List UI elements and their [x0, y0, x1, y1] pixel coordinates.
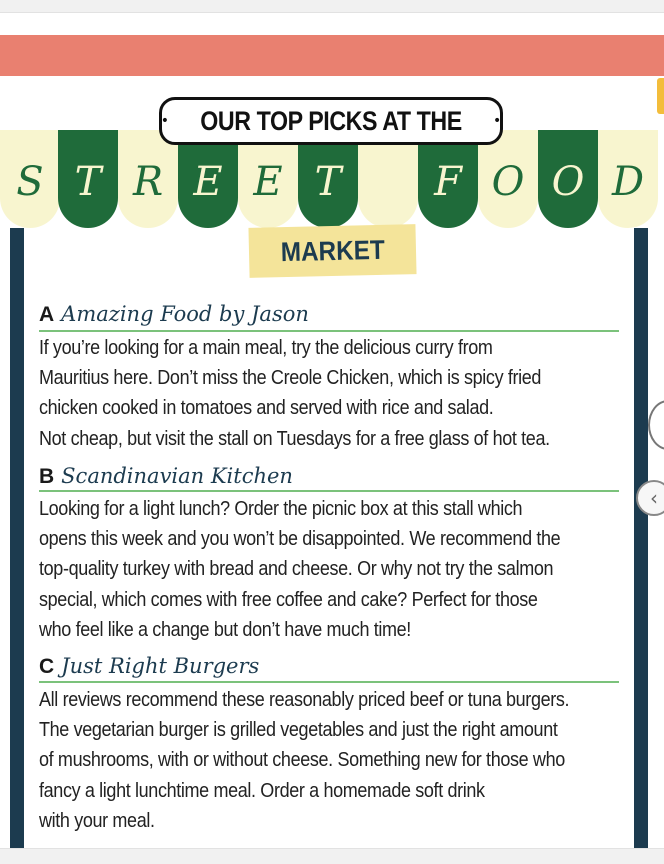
text-line: opens this week and you won’t be disappointed. We recommend the: [39, 528, 561, 551]
awning-scallop: [598, 130, 658, 228]
section-letter: A: [39, 303, 55, 326]
top-toolbar: [0, 0, 664, 13]
page-turn-handle[interactable]: [648, 400, 664, 450]
text-line: who feel like a change but don’t have much time!: [39, 618, 411, 641]
section-divider: [39, 490, 619, 492]
section-divider: [39, 330, 619, 332]
section-c-heading: [39, 654, 259, 679]
awning-letter: R: [132, 159, 164, 205]
market-label: [248, 224, 416, 278]
awning-letter: T: [74, 159, 102, 205]
awning-letter: E: [193, 159, 223, 205]
section-divider: [39, 681, 619, 683]
text-line: of mushrooms, with or without cheese. Something new for those who: [39, 749, 565, 772]
chevron-left-icon: ‹: [650, 486, 658, 510]
text-line: The vegetarian burger is grilled vegetables and just the right amount: [39, 719, 558, 742]
text-line: If you’re looking for a main meal, try the delicious curry from: [39, 337, 493, 359]
awning-letter: S: [16, 159, 44, 205]
section-name: Scandinavian Kitchen: [61, 464, 293, 488]
awning-scallop: [0, 130, 60, 228]
section-b-text: [39, 494, 629, 645]
section-b-heading: [39, 464, 293, 489]
bullet-icon: •: [160, 113, 169, 129]
board-post-right: [634, 228, 648, 848]
section-letter: B: [39, 465, 55, 488]
text-line: with your meal.: [39, 809, 155, 832]
bottom-toolbar: [0, 848, 664, 864]
side-tab: [657, 78, 664, 114]
awning-letter: T: [314, 159, 342, 205]
text-line: top-quality turkey with bread and cheese. Or why not try the salmon: [39, 558, 554, 581]
text-line: Mauritius here. Don’t miss the Creole Chicken, which is spicy fried: [39, 367, 542, 390]
top-picks-banner: [159, 97, 503, 145]
bullet-icon: •: [493, 113, 502, 129]
section-name: Just Right Burgers: [61, 654, 260, 678]
collapse-button[interactable]: [636, 480, 664, 516]
board-post-left: [10, 228, 24, 848]
awning-letter: E: [253, 159, 283, 205]
text-line: Looking for a light lunch? Order the picnic box at this stall which: [39, 498, 523, 520]
awning-letter: F: [434, 159, 462, 205]
awning-scallop: [538, 130, 598, 228]
section-letter: C: [39, 655, 55, 678]
awning-scallop: [118, 130, 178, 228]
banner-title: OUR TOP PICKS AT THE: [200, 105, 462, 136]
text-line: chicken cooked in tomatoes and served with rice and salad.: [39, 397, 494, 420]
awning-letter: D: [611, 159, 645, 205]
awning-letter: O: [491, 159, 525, 205]
text-line: special, which comes with free coffee and cake? Perfect for those: [39, 588, 538, 611]
text-line: All reviews recommend these reasonably priced beef or tuna burgers.: [39, 689, 570, 711]
text-line: Not cheap, but visit the stall on Tuesdays for a free glass of hot tea.: [39, 427, 550, 450]
market-text: MARKET: [280, 234, 385, 267]
awning-letter: O: [551, 159, 585, 205]
section-a-text: [39, 333, 629, 454]
section-name: Amazing Food by Jason: [61, 302, 309, 326]
section-c-text: [39, 685, 629, 836]
text-line: fancy a light lunchtime meal. Order a homemade soft drink: [39, 779, 485, 802]
awning-scallop: [58, 130, 118, 228]
header-stripe: [0, 35, 664, 76]
section-a-heading: [39, 302, 309, 327]
